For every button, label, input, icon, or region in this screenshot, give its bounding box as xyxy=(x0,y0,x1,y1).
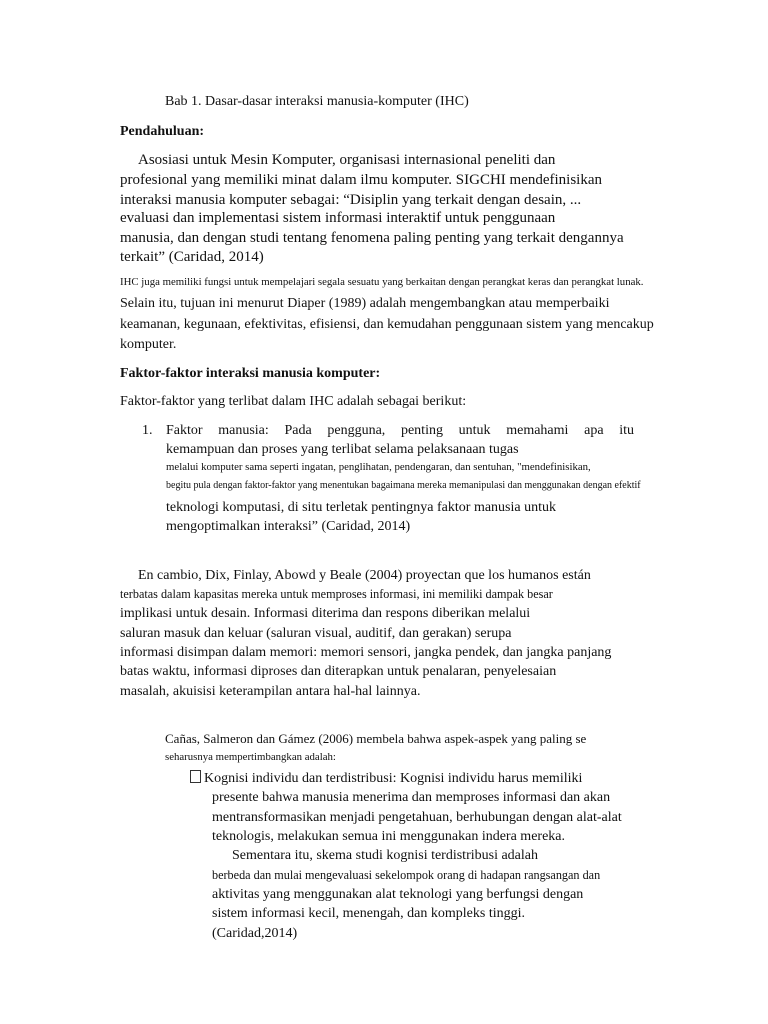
paragraph-line: keamanan, kegunaan, efektivitas, efisiensi, dan kemudahan penggunaan sistem yang mencakup xyxy=(120,317,654,332)
list-intro: Faktor-faktor yang terlibat dalam IHC adalah sebagai berikut: xyxy=(120,394,467,409)
list-number: 1. xyxy=(142,423,153,438)
paragraph-line: Asosiasi untuk Mesin Komputer, organisasi internasional peneliti dan xyxy=(138,152,556,168)
list-item-line: kemampuan dan proses yang terlibat selama pelaksanaan tugas xyxy=(166,442,519,457)
bullet-item-line-small: berbeda dan mulai mengevaluasi sekelompok orang di hadapan rangsangan dan xyxy=(212,868,601,882)
small-note-line: IHC juga memiliki fungsi untuk mempelajari segala sesuatu yang berkaitan dengan perangkat keras dan perangkat lunak. xyxy=(120,276,644,288)
paragraph-line: informasi disimpan dalam memori: memori sensori, jangka pendek, dan jangka panjang xyxy=(120,645,612,660)
paragraph-line: interaksi manusia komputer sebagai: “Disiplin yang terkait dengan desain, ... xyxy=(120,192,582,208)
paragraph-line: profesional yang memiliki minat dalam ilmu komputer. SIGCHI mendefinisikan xyxy=(120,172,602,188)
paragraph-line: batas waktu, informasi diproses dan diterapkan untuk penalaran, penyelesaian xyxy=(120,664,557,679)
heading-pendahuluan: Pendahuluan: xyxy=(120,124,205,139)
list-item-line: mengoptimalkan interaksi” (Caridad, 2014) xyxy=(166,519,411,534)
paragraph-line-small: terbatas dalam kapasitas mereka untuk memproses informasi, ini memiliki dampak besar xyxy=(120,587,553,601)
list-item-line: teknologi komputasi, di situ terletak pentingnya faktor manusia untuk xyxy=(166,500,556,515)
paragraph-line: manusia, dan dengan studi tentang fenomena paling penting yang terkait dengannya xyxy=(120,230,624,246)
paragraph-line: Selain itu, tujuan ini menurut Diaper (1989) adalah mengembangkan atau memperbaiki xyxy=(120,296,610,311)
document-title: Bab 1. Dasar-dasar interaksi manusia-komputer (IHC) xyxy=(165,94,469,109)
paragraph-line: En cambio, Dix, Finlay, Abowd y Beale (2004) proyectan que los humanos están xyxy=(138,568,591,583)
bullet-item-line: Kognisi individu dan terdistribusi: Kognisi individu harus memiliki xyxy=(190,770,582,787)
bullet-item-line: teknologis, melakukan semua ini menggunakan indera mereka. xyxy=(212,829,566,844)
bullet-item-line: sistem informasi kecil, menengah, dan kompleks tinggi. xyxy=(212,906,525,921)
paragraph-line: saluran masuk dan keluar (saluran visual, auditif, dan gerakan) serupa xyxy=(120,626,512,641)
paragraph-line-small: seharusnya mempertimbangkan adalah: xyxy=(165,751,336,763)
list-item-line-small: begitu pula dengan faktor-faktor yang menentukan bagaimana mereka memanipulasi dan menggunakan dengan efektif xyxy=(166,480,641,491)
bullet-item-line: aktivitas yang menggunakan alat teknologi yang berfungsi dengan xyxy=(212,887,584,902)
paragraph-line: terkait” (Caridad, 2014) xyxy=(120,249,264,265)
bullet-item-line: Sementara itu, skema studi kognisi terdistribusi adalah xyxy=(232,848,538,863)
paragraph-line: masalah, akuisisi keterampilan antara hal-hal lainnya. xyxy=(120,684,421,699)
list-item-line-small: melalui komputer sama seperti ingatan, penglihatan, pendengaran, dan sentuhan, "mendefinisikan, xyxy=(166,461,591,473)
bullet-item-line: presente bahwa manusia menerima dan memproses informasi dan akan xyxy=(212,790,611,805)
paragraph-line: evaluasi dan implementasi sistem informasi interaktif untuk penggunaan xyxy=(120,210,556,226)
bullet-item-line: (Caridad,2014) xyxy=(212,926,298,941)
bullet-item-line: mentransformasikan menjadi pengetahuan, berhubungan dengan alat-alat xyxy=(212,810,622,825)
list-item-line: Faktor manusia: Pada pengguna, penting untuk memahami apa itu xyxy=(166,423,634,438)
checkbox-bullet-icon xyxy=(190,770,201,783)
heading-faktor: Faktor-faktor interaksi manusia komputer: xyxy=(120,366,381,381)
paragraph-line: komputer. xyxy=(120,337,177,352)
paragraph-line: Cañas, Salmeron dan Gámez (2006) membela bahwa aspek-aspek yang paling se xyxy=(165,731,587,746)
paragraph-line: implikasi untuk desain. Informasi diterima dan respons diberikan melalui xyxy=(120,606,531,621)
